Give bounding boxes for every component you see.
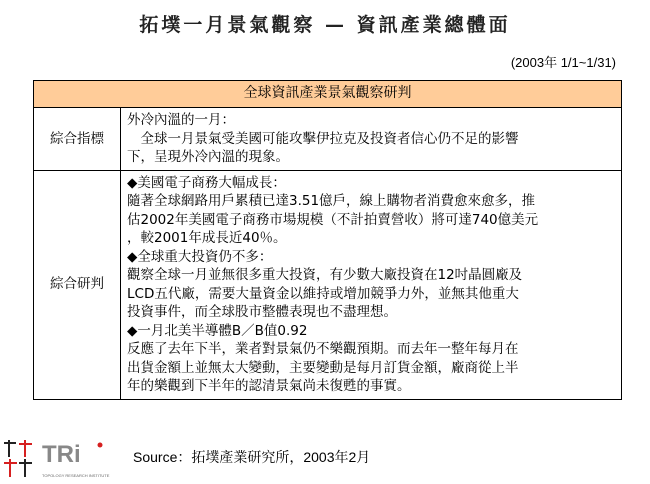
table-row xyxy=(34,108,622,171)
svg-text:TOPOLOGY RESEARCH INSTITUTE: TOPOLOGY RESEARCH INSTITUTE xyxy=(42,473,110,478)
text-line: 出貨金額上並無太大變動，主要變動是每月訂貨金額，廠商從上半 xyxy=(127,359,519,376)
text-line: ◆一月北美半導體B／B值0.92 xyxy=(127,322,308,339)
text-line: 估2002年美國電子商務市場規模（不計拍賣營收）將可達740億美元 xyxy=(127,211,539,228)
text-line: ◆全球重大投資仍不多： xyxy=(127,248,273,265)
text-line: LCD五代廠，需要大量資金以維持或增加競爭力外，並無其他重大 xyxy=(127,285,519,302)
text-line: 隨著全球網路用戶累積已達3.51億戶，線上購物者消費愈來愈多，推 xyxy=(127,193,536,209)
observation-table xyxy=(33,80,622,400)
text-line: 年的樂觀到下半年的認清景氣尚未復甦的事實。 xyxy=(127,378,411,394)
text-line: ◆美國電子商務大幅成長： xyxy=(127,174,286,191)
row-content xyxy=(121,170,622,399)
text-line: ，較2001年成長近40％。 xyxy=(127,230,287,246)
tri-logo xyxy=(4,440,126,480)
date-range: (2003年 1/1~1/31) xyxy=(510,55,616,70)
text-line: 外冷內溫的一月： xyxy=(127,112,235,128)
text-line: 投資事件，而全球股市整體表現也不盡理想。 xyxy=(127,304,397,320)
table-header: 全球資訊產業景氣觀察研判 xyxy=(34,81,622,108)
text-line: 反應了去年下半，業者對景氣仍不樂觀預期。而去年一整年每月在 xyxy=(127,341,519,357)
row-content xyxy=(121,108,622,171)
text-line: 下，呈現外冷內溫的現象。 xyxy=(127,149,289,165)
slide-title: 拓墣一月景氣觀察 — 資訊產業總體面 xyxy=(139,14,511,36)
text-line: 觀察全球一月並無很多重大投資，有少數大廠投資在12吋晶圓廠及 xyxy=(127,267,523,283)
row-label: 綜合指標 xyxy=(34,108,121,171)
svg-text:TRi: TRi xyxy=(42,441,81,468)
table-row xyxy=(34,170,622,399)
row-label: 綜合研判 xyxy=(34,170,121,399)
source-note: Source：拓墣產業研究所，2003年2月 xyxy=(133,449,371,465)
text-line: 全球一月景氣受美國可能攻擊伊拉克及投資者信心仍不足的影響 xyxy=(127,130,519,147)
logo-chinese-mark xyxy=(4,440,32,477)
